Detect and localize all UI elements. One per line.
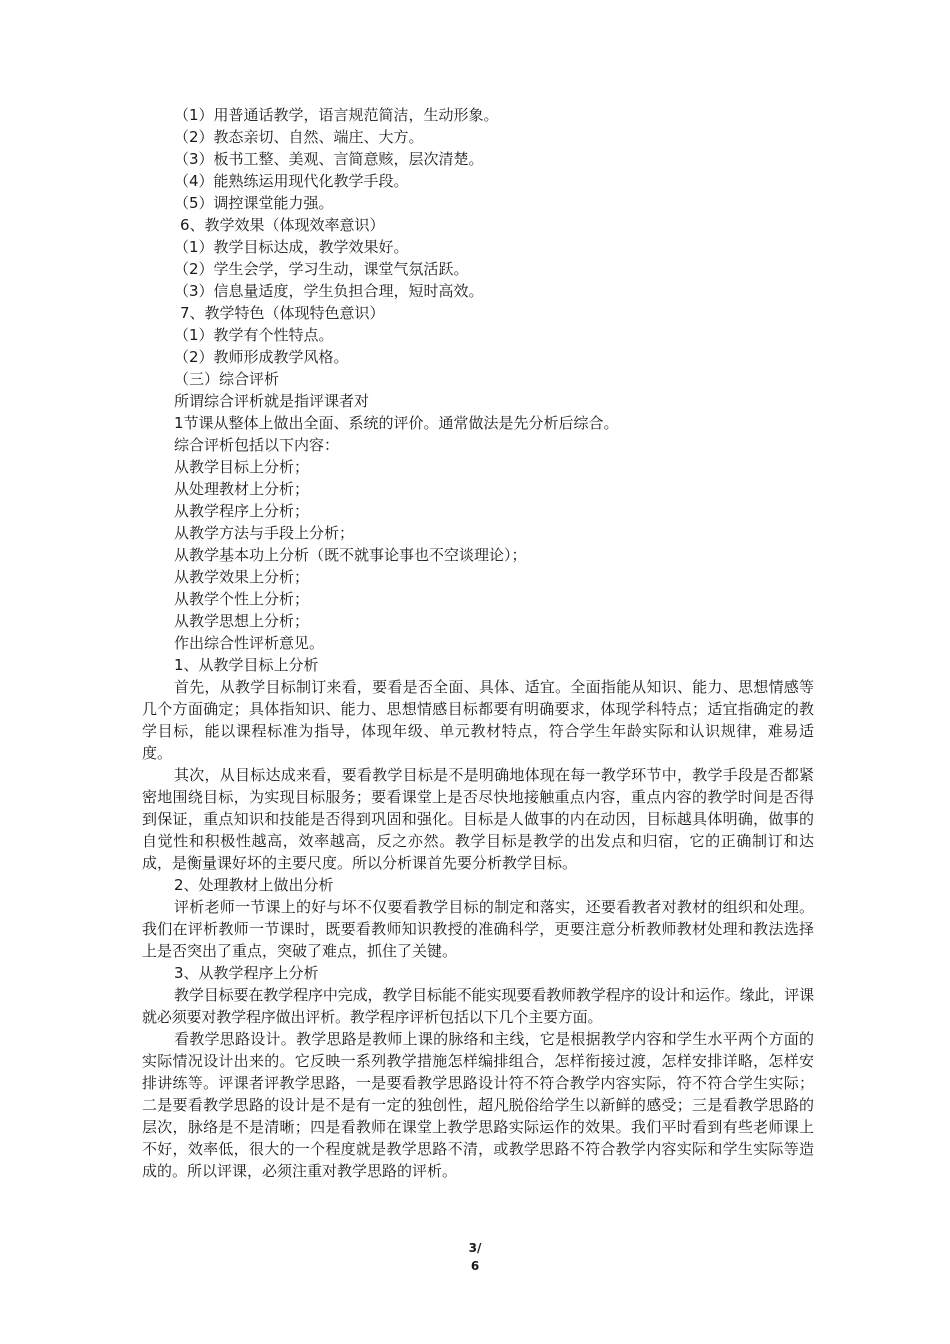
paragraph-procedure: 教学目标要在教学程序中完成，教学目标能不能实现要看教师教学程序的设计和运作。缘此，评课就必须要对教学程序做出评析。教学程序评析包括以下几个主要方面。 <box>142 986 814 1026</box>
list-line-4: （4）能熟练运用现代化教学手段。 <box>174 172 409 190</box>
list-line-5: （5）调控课堂能力强。 <box>174 194 334 212</box>
list-line-2: （2）教态亲切、自然、端庄、大方。 <box>174 128 424 146</box>
list-line-1: （1）用普通话教学，语言规范简洁，生动形象。 <box>174 106 499 124</box>
summary-line-15: 作出综合性评析意见。 <box>174 634 325 652</box>
section-heading-procedure: 3、从教学程序上分析 <box>174 964 319 982</box>
paragraph-material: 评析老师一节课上的好与坏不仅要看教学目标的制定和落实，还要看教者对教材的组织和处理。我们在评析教师一节课时，既要看教师知识教授的准确科学，更要注意分析教师教材处理和教法选择上是否突出了重点，突破了难点，抓住了关键。 <box>142 898 814 960</box>
summary-line-11: 从教学基本功上分析（既不就事论事也不空谈理论）； <box>174 546 527 564</box>
page-number: 3/ <box>468 1241 482 1255</box>
summary-line-14: 从教学思想上分析； <box>174 612 310 630</box>
summary-line-9: 从教学程序上分析； <box>174 502 310 520</box>
summary-line-5: 1节课从整体上做出全面、系统的评价。通常做法是先分析后综合。 <box>174 414 619 432</box>
page-total: 6 <box>470 1259 480 1273</box>
paragraph-goal-setting: 首先，从教学目标制订来看，要看是否全面、具体、适宜。全面指能从知识、能力、思想情感等几个方面确定；具体指知识、能力、思想情感目标都要有明确要求，体现学科特点；适宜指确定的教学目标，能以课程标准为指导，体现年级、单元教材特点，符合学生年龄实际和认识规律，难易适度。 <box>142 678 814 762</box>
summary-line-2: （2）教师形成教学风格。 <box>174 348 349 366</box>
summary-line-6: 综合评析包括以下内容： <box>174 436 340 454</box>
effect-line-3: （3）信息量适度，学生负担合理，短时高效。 <box>174 282 484 300</box>
section-heading-material: 2、处理教材上做出分析 <box>174 876 334 894</box>
summary-line-10: 从教学方法与手段上分析； <box>174 524 355 542</box>
summary-line-1: （1）教学有个性特点。 <box>174 326 334 344</box>
summary-line-12: 从教学效果上分析； <box>174 568 310 586</box>
feature-and-summary-list <box>142 324 814 676</box>
teaching-skill-list <box>142 104 814 214</box>
summary-line-8: 从处理教材上分析； <box>174 480 310 498</box>
summary-line-4: 所谓综合评析就是指评课者对 <box>174 392 370 410</box>
summary-line-7: 从教学目标上分析； <box>174 458 310 476</box>
paragraph-teaching-thinking: 看教学思路设计。教学思路是教师上课的脉络和主线，它是根据教学内容和学生水平两个方面的实际情况设计出来的。它反映一系列教学措施怎样编排组合，怎样衔接过渡，怎样安排详略，怎样安排讲练等。评课者评教学思路，一是要看教学思路设计符不符合教学内容实际，符不符合学生实际；二是要看教学思路的设计是不是有一定的独创性，超凡脱俗给学生以新鲜的感受；三是看教学思路的层次，脉络是不是清晰；四是看教师在课堂上教学思路实际运作的效果。我们平时看到有些老师课上不好，效率低，很大的一个程度就是教学思路不清，或教学思路不符合教学内容实际和学生实际等造成的。所以评课，必须注重对教学思路的评析。 <box>142 1030 814 1180</box>
page-content <box>142 104 814 1182</box>
effect-line-2: （2）学生会学，学习生动，课堂气氛活跃。 <box>174 260 469 278</box>
summary-line-3: （三）综合评析 <box>174 370 280 388</box>
list-line-3: （3）板书工整、美观、言简意赅，层次清楚。 <box>174 150 484 168</box>
teaching-effect-list <box>142 236 814 302</box>
paragraph-goal-achievement: 其次，从目标达成来看，要看教学目标是不是明确地体现在每一教学环节中，教学手段是否都紧密地围绕目标，为实现目标服务；要看课堂上是否尽快地接触重点内容，重点内容的教学时间是否得到保证，重点知识和技能是否得到巩固和强化。目标是人做事的内在动因，目标越具体明确，做事的自觉性和积极性越高，效率越高，反之亦然。教学目标是教学的出发点和归宿，它的正确制订和达成，是衡量课好坏的主要尺度。所以分析课首先要分析教学目标。 <box>142 766 814 872</box>
section-heading-teaching-feature: 7、教学特色（体现特色意识） <box>180 304 385 322</box>
summary-line-13: 从教学个性上分析； <box>174 590 310 608</box>
effect-line-1: （1）教学目标达成，教学效果好。 <box>174 238 409 256</box>
section-heading-teaching-effect: 6、教学效果（体现效率意识） <box>180 216 385 234</box>
summary-line-16: 1、从教学目标上分析 <box>174 656 319 674</box>
